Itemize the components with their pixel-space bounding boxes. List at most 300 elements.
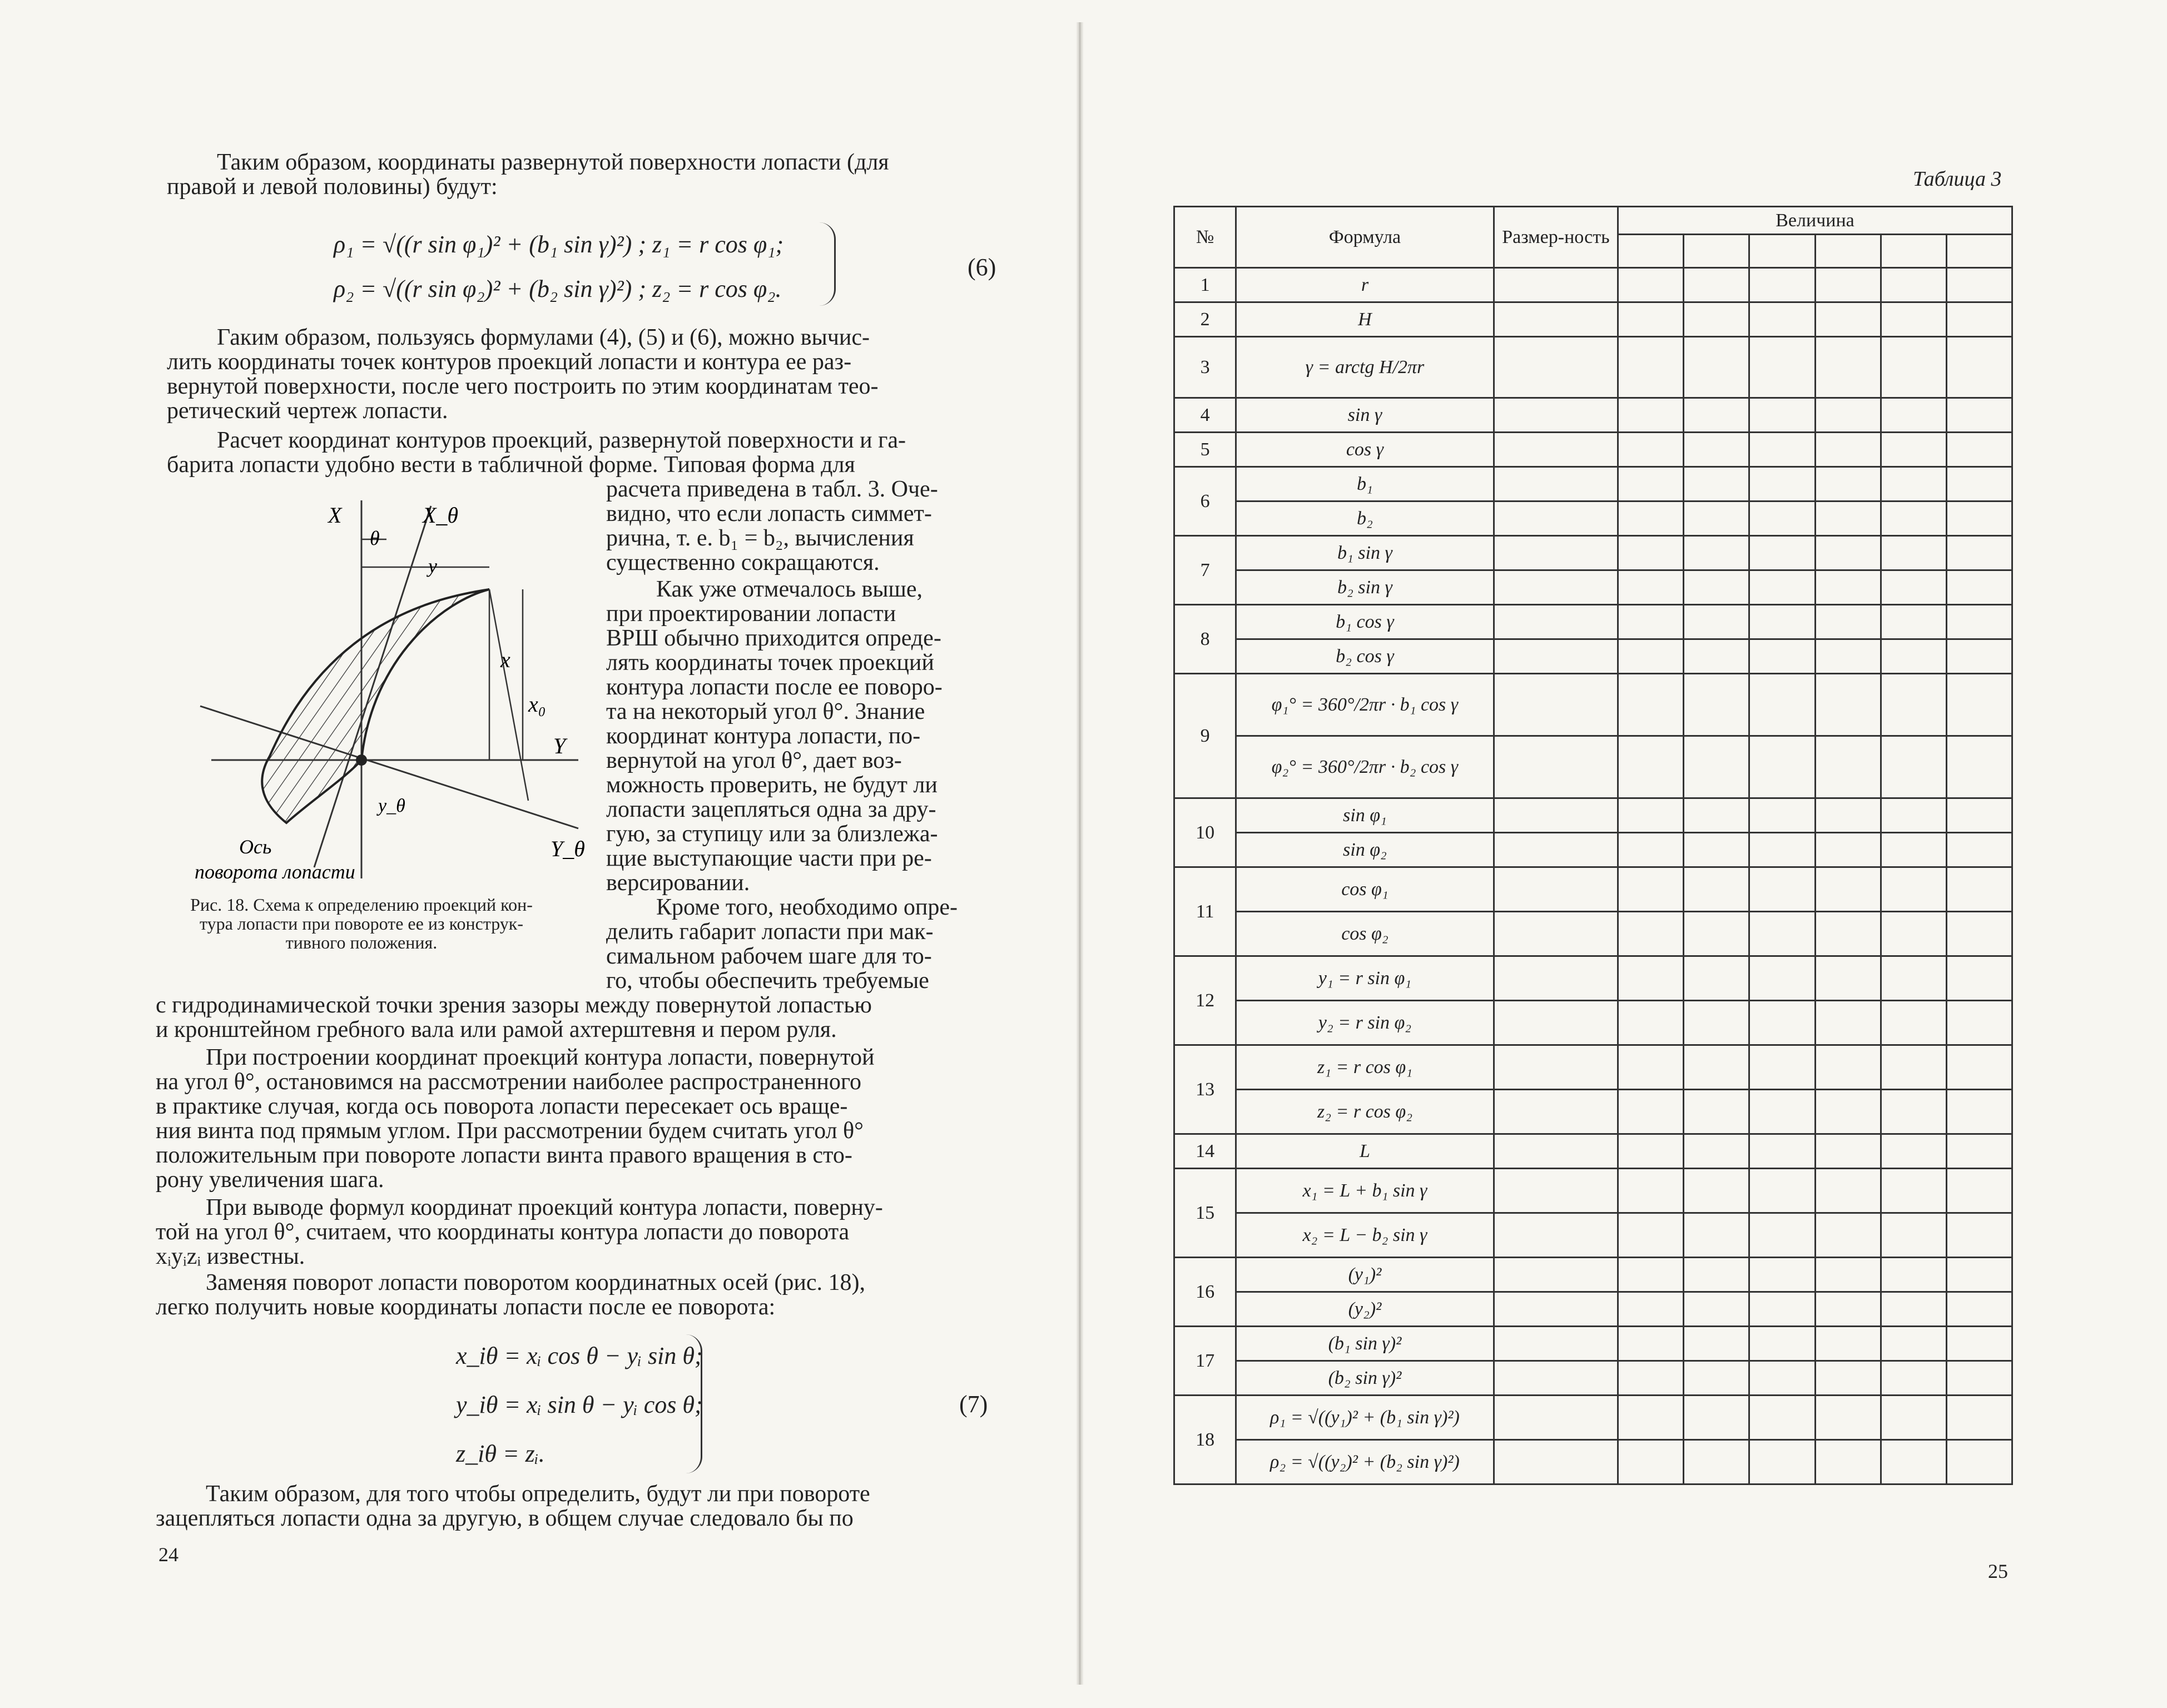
table-row bbox=[1174, 1258, 2012, 1292]
page-number-right: 25 bbox=[1988, 1560, 2008, 1582]
row-formula: cos φ₁ bbox=[1236, 867, 1494, 912]
row-value-cell[interactable] bbox=[1618, 674, 1684, 736]
row-value-cell[interactable] bbox=[1684, 605, 1749, 639]
row-value-cell[interactable] bbox=[1618, 798, 1684, 833]
row-value-cell[interactable] bbox=[1946, 798, 2012, 833]
row-formula: γ = arctg H/2πr bbox=[1236, 337, 1494, 398]
header-dimension: Размер-ность bbox=[1494, 207, 1618, 268]
row-value-cell[interactable] bbox=[1881, 1090, 1946, 1134]
row-value-cell[interactable] bbox=[1618, 1213, 1684, 1258]
row-value-cell[interactable] bbox=[1618, 605, 1684, 639]
row-value-cell[interactable] bbox=[1815, 1169, 1881, 1213]
row-value-cell[interactable] bbox=[1881, 1292, 1946, 1327]
header-num: № bbox=[1174, 207, 1236, 268]
row-value-cell[interactable] bbox=[1815, 1292, 1881, 1327]
label-x: X bbox=[328, 503, 342, 528]
row-value-cell[interactable] bbox=[1684, 398, 1749, 433]
row-value-cell[interactable] bbox=[1749, 1258, 1815, 1292]
equation-7 bbox=[456, 1332, 703, 1478]
row-value-cell[interactable] bbox=[1684, 798, 1749, 833]
row-value-cell[interactable] bbox=[1815, 1090, 1881, 1134]
value-col-5 bbox=[1881, 235, 1946, 268]
row-value-cell[interactable] bbox=[1881, 1169, 1946, 1213]
table-row bbox=[1174, 867, 2012, 912]
row-value-cell[interactable] bbox=[1815, 1258, 1881, 1292]
row-value-cell[interactable] bbox=[1815, 302, 1881, 337]
row-number: 3 bbox=[1174, 337, 1236, 398]
row-value-cell[interactable] bbox=[1946, 502, 2012, 536]
row-dimension[interactable] bbox=[1494, 1292, 1618, 1327]
row-value-cell[interactable] bbox=[1618, 1361, 1684, 1396]
row-formula: b₁ sin γ bbox=[1236, 536, 1494, 570]
row-value-cell[interactable] bbox=[1946, 912, 2012, 956]
row-value-cell[interactable] bbox=[1684, 956, 1749, 1001]
row-value-cell[interactable] bbox=[1684, 867, 1749, 912]
row-value-cell[interactable] bbox=[1618, 337, 1684, 398]
row-formula: (y₂)² bbox=[1236, 1292, 1494, 1327]
row-value-cell[interactable] bbox=[1815, 605, 1881, 639]
row-value-cell[interactable] bbox=[1618, 302, 1684, 337]
row-formula: z₁ = r cos φ₁ bbox=[1236, 1045, 1494, 1090]
row-value-cell[interactable] bbox=[1684, 1327, 1749, 1361]
row-value-cell[interactable] bbox=[1815, 867, 1881, 912]
row-value-cell[interactable] bbox=[1815, 674, 1881, 736]
row-value-cell[interactable] bbox=[1749, 337, 1815, 398]
row-value-cell[interactable] bbox=[1946, 605, 2012, 639]
row-dimension[interactable] bbox=[1494, 536, 1618, 570]
row-value-cell[interactable] bbox=[1684, 1090, 1749, 1134]
row-number: 1 bbox=[1174, 268, 1236, 302]
eq7-line3: z_iθ = zᵢ. bbox=[456, 1440, 545, 1467]
row-value-cell[interactable] bbox=[1749, 639, 1815, 674]
row-value-cell[interactable] bbox=[1946, 956, 2012, 1001]
table-row bbox=[1174, 605, 2012, 639]
paragraph-1: Таким образом, координаты развернутой поверхности лопасти (для правой и левой половины) будут: bbox=[167, 150, 889, 200]
row-value-cell[interactable] bbox=[1881, 1045, 1946, 1090]
row-value-cell[interactable] bbox=[1881, 536, 1946, 570]
row-value-cell[interactable] bbox=[1815, 1213, 1881, 1258]
row-value-cell[interactable] bbox=[1684, 268, 1749, 302]
row-value-cell[interactable] bbox=[1881, 1327, 1946, 1361]
row-value-cell[interactable] bbox=[1684, 1045, 1749, 1090]
row-value-cell[interactable] bbox=[1946, 1361, 2012, 1396]
table-row bbox=[1174, 912, 2012, 956]
row-value-cell[interactable] bbox=[1749, 268, 1815, 302]
row-dimension[interactable] bbox=[1494, 833, 1618, 867]
row-value-cell[interactable] bbox=[1684, 302, 1749, 337]
row-value-cell[interactable] bbox=[1881, 956, 1946, 1001]
row-dimension[interactable] bbox=[1494, 639, 1618, 674]
row-value-cell[interactable] bbox=[1946, 1134, 2012, 1169]
row-number: 16 bbox=[1174, 1258, 1236, 1327]
table-body bbox=[1174, 268, 2012, 1484]
row-dimension[interactable] bbox=[1494, 674, 1618, 736]
label-y: Y bbox=[553, 733, 566, 758]
row-value-cell[interactable] bbox=[1815, 736, 1881, 798]
row-value-cell[interactable] bbox=[1881, 502, 1946, 536]
row-value-cell[interactable] bbox=[1684, 639, 1749, 674]
row-value-cell[interactable] bbox=[1815, 912, 1881, 956]
row-dimension[interactable] bbox=[1494, 1213, 1618, 1258]
row-formula: y₁ = r sin φ₁ bbox=[1236, 956, 1494, 1001]
row-value-cell[interactable] bbox=[1684, 674, 1749, 736]
row-value-cell[interactable] bbox=[1749, 1327, 1815, 1361]
row-value-cell[interactable] bbox=[1815, 433, 1881, 467]
table-row bbox=[1174, 1292, 2012, 1327]
row-formula: φ₁° = 360°/2πr · b₁ cos γ bbox=[1236, 674, 1494, 736]
row-value-cell[interactable] bbox=[1749, 1001, 1815, 1045]
table-row bbox=[1174, 502, 2012, 536]
row-formula: x₁ = L + b₁ sin γ bbox=[1236, 1169, 1494, 1213]
row-value-cell[interactable] bbox=[1684, 1361, 1749, 1396]
table-row bbox=[1174, 1090, 2012, 1134]
row-dimension[interactable] bbox=[1494, 798, 1618, 833]
row-value-cell[interactable] bbox=[1684, 1001, 1749, 1045]
row-value-cell[interactable] bbox=[1618, 268, 1684, 302]
row-value-cell[interactable] bbox=[1684, 433, 1749, 467]
row-number: 17 bbox=[1174, 1327, 1236, 1396]
row-formula: cos γ bbox=[1236, 433, 1494, 467]
row-value-cell[interactable] bbox=[1815, 1361, 1881, 1396]
row-value-cell[interactable] bbox=[1749, 674, 1815, 736]
table-3 bbox=[1173, 206, 2013, 1485]
label-x-mid: x bbox=[500, 647, 510, 672]
row-formula: sin φ₁ bbox=[1236, 798, 1494, 833]
row-value-cell[interactable] bbox=[1618, 467, 1684, 502]
paragraph-3-cont: расчета приведена в табл. 3. Оче- видно, что если лопасть симмет- рична, т. е. b₁ = b₂, вычисления существенно сокращаются. bbox=[606, 476, 938, 575]
table-row bbox=[1174, 536, 2012, 570]
row-value-cell[interactable] bbox=[1618, 956, 1684, 1001]
value-col-1 bbox=[1618, 235, 1684, 268]
row-value-cell[interactable] bbox=[1749, 398, 1815, 433]
row-value-cell[interactable] bbox=[1881, 1396, 1946, 1440]
axis-label-line2: поворота лопасти bbox=[195, 861, 355, 883]
table-row bbox=[1174, 1134, 2012, 1169]
row-value-cell[interactable] bbox=[1946, 467, 2012, 502]
row-value-cell[interactable] bbox=[1618, 570, 1684, 605]
value-col-6 bbox=[1946, 235, 2012, 268]
row-dimension[interactable] bbox=[1494, 1169, 1618, 1213]
row-value-cell[interactable] bbox=[1618, 1134, 1684, 1169]
row-value-cell[interactable] bbox=[1749, 1440, 1815, 1484]
row-value-cell[interactable] bbox=[1684, 1292, 1749, 1327]
row-value-cell[interactable] bbox=[1749, 867, 1815, 912]
row-formula: ρ₁ = √((y₁)² + (b₁ sin γ)²) bbox=[1236, 1396, 1494, 1440]
row-value-cell[interactable] bbox=[1815, 798, 1881, 833]
row-formula: sin γ bbox=[1236, 398, 1494, 433]
row-value-cell[interactable] bbox=[1946, 639, 2012, 674]
row-value-cell[interactable] bbox=[1946, 268, 2012, 302]
row-value-cell[interactable] bbox=[1749, 912, 1815, 956]
row-value-cell[interactable] bbox=[1815, 1001, 1881, 1045]
row-value-cell[interactable] bbox=[1815, 1327, 1881, 1361]
row-dimension[interactable] bbox=[1494, 912, 1618, 956]
row-value-cell[interactable] bbox=[1618, 1169, 1684, 1213]
row-dimension[interactable] bbox=[1494, 867, 1618, 912]
row-value-cell[interactable] bbox=[1946, 1396, 2012, 1440]
paragraph-9: Заменяя поворот лопасти поворотом координатных осей (рис. 18), легко получить новые координаты лопасти после ее поворота: bbox=[156, 1270, 865, 1320]
table-row bbox=[1174, 1361, 2012, 1396]
row-value-cell[interactable] bbox=[1684, 1213, 1749, 1258]
row-value-cell[interactable] bbox=[1684, 337, 1749, 398]
row-number: 12 bbox=[1174, 956, 1236, 1045]
row-dimension[interactable] bbox=[1494, 502, 1618, 536]
row-value-cell[interactable] bbox=[1684, 1169, 1749, 1213]
row-formula: L bbox=[1236, 1134, 1494, 1169]
row-dimension[interactable] bbox=[1494, 302, 1618, 337]
row-value-cell[interactable] bbox=[1618, 736, 1684, 798]
row-dimension[interactable] bbox=[1494, 1090, 1618, 1134]
row-value-cell[interactable] bbox=[1618, 1327, 1684, 1361]
row-value-cell[interactable] bbox=[1946, 674, 2012, 736]
row-value-cell[interactable] bbox=[1946, 1169, 2012, 1213]
row-value-cell[interactable] bbox=[1946, 1440, 2012, 1484]
table-row bbox=[1174, 1396, 2012, 1440]
row-value-cell[interactable] bbox=[1946, 433, 2012, 467]
row-value-cell[interactable] bbox=[1618, 502, 1684, 536]
row-value-cell[interactable] bbox=[1815, 639, 1881, 674]
page-number-left: 24 bbox=[158, 1543, 178, 1566]
left-page bbox=[0, 0, 1079, 1708]
row-value-cell[interactable] bbox=[1946, 1001, 2012, 1045]
label-y-theta: Y_θ bbox=[551, 836, 585, 861]
row-value-cell[interactable] bbox=[1881, 674, 1946, 736]
row-value-cell[interactable] bbox=[1684, 1134, 1749, 1169]
row-dimension[interactable] bbox=[1494, 605, 1618, 639]
table-row bbox=[1174, 1327, 2012, 1361]
label-x0: x₀ bbox=[528, 692, 546, 717]
table-caption: Таблица 3 bbox=[1913, 167, 2002, 191]
row-value-cell[interactable] bbox=[1749, 467, 1815, 502]
paragraph-2: Гаким образом, пользуясь формулами (4), (5) и (6), можно вычис- лить координаты точек контуров проекций лопасти и контура ее раз- вернутой поверхности, после чего построить по этим координатам тео- ретический чертеж лопасти. bbox=[167, 325, 879, 424]
row-value-cell[interactable] bbox=[1946, 1258, 2012, 1292]
label-x-theta: X_θ bbox=[423, 503, 459, 528]
row-value-cell[interactable] bbox=[1881, 1440, 1946, 1484]
row-value-cell[interactable] bbox=[1946, 1327, 2012, 1361]
row-value-cell[interactable] bbox=[1749, 1292, 1815, 1327]
row-value-cell[interactable] bbox=[1815, 1045, 1881, 1090]
row-value-cell[interactable] bbox=[1946, 833, 2012, 867]
row-value-cell[interactable] bbox=[1946, 1045, 2012, 1090]
row-value-cell[interactable] bbox=[1815, 1396, 1881, 1440]
row-dimension[interactable] bbox=[1494, 268, 1618, 302]
row-dimension[interactable] bbox=[1494, 1440, 1618, 1484]
row-value-cell[interactable] bbox=[1815, 467, 1881, 502]
row-value-cell[interactable] bbox=[1618, 639, 1684, 674]
row-value-cell[interactable] bbox=[1684, 536, 1749, 570]
row-value-cell[interactable] bbox=[1946, 867, 2012, 912]
table-row bbox=[1174, 398, 2012, 433]
row-number: 10 bbox=[1174, 798, 1236, 867]
row-value-cell[interactable] bbox=[1946, 736, 2012, 798]
row-value-cell[interactable] bbox=[1881, 337, 1946, 398]
row-value-cell[interactable] bbox=[1749, 605, 1815, 639]
row-value-cell[interactable] bbox=[1749, 570, 1815, 605]
row-value-cell[interactable] bbox=[1881, 302, 1946, 337]
row-dimension[interactable] bbox=[1494, 1258, 1618, 1292]
header-formula: Формула bbox=[1236, 207, 1494, 268]
row-formula: sin φ₂ bbox=[1236, 833, 1494, 867]
row-value-cell[interactable] bbox=[1749, 1090, 1815, 1134]
label-theta: θ bbox=[370, 527, 380, 549]
row-value-cell[interactable] bbox=[1618, 1090, 1684, 1134]
row-value-cell[interactable] bbox=[1749, 302, 1815, 337]
row-number: 4 bbox=[1174, 398, 1236, 433]
row-dimension[interactable] bbox=[1494, 570, 1618, 605]
row-value-cell[interactable] bbox=[1946, 570, 2012, 605]
row-dimension[interactable] bbox=[1494, 1327, 1618, 1361]
row-value-cell[interactable] bbox=[1881, 1213, 1946, 1258]
row-value-cell[interactable] bbox=[1881, 605, 1946, 639]
row-number: 9 bbox=[1174, 674, 1236, 798]
row-dimension[interactable] bbox=[1494, 736, 1618, 798]
row-value-cell[interactable] bbox=[1749, 736, 1815, 798]
row-value-cell[interactable] bbox=[1881, 398, 1946, 433]
row-dimension[interactable] bbox=[1494, 433, 1618, 467]
eq6-line2: ρ₂ = √((r sin φ₂)² + (b₂ sin γ)²) ; z₂ = r cos φ₂. bbox=[334, 275, 782, 302]
row-value-cell[interactable] bbox=[1618, 1001, 1684, 1045]
row-value-cell[interactable] bbox=[1815, 956, 1881, 1001]
label-y-theta-small: y_θ bbox=[378, 796, 405, 816]
row-value-cell[interactable] bbox=[1749, 1169, 1815, 1213]
row-dimension[interactable] bbox=[1494, 1001, 1618, 1045]
row-value-cell[interactable] bbox=[1684, 1440, 1749, 1484]
row-value-cell[interactable] bbox=[1618, 1258, 1684, 1292]
table-row bbox=[1174, 302, 2012, 337]
row-value-cell[interactable] bbox=[1749, 1361, 1815, 1396]
row-dimension[interactable] bbox=[1494, 467, 1618, 502]
row-value-cell[interactable] bbox=[1881, 1001, 1946, 1045]
row-value-cell[interactable] bbox=[1946, 1292, 2012, 1327]
row-value-cell[interactable] bbox=[1881, 912, 1946, 956]
row-value-cell[interactable] bbox=[1815, 398, 1881, 433]
row-dimension[interactable] bbox=[1494, 1134, 1618, 1169]
row-number: 7 bbox=[1174, 536, 1236, 605]
row-value-cell[interactable] bbox=[1881, 639, 1946, 674]
row-value-cell[interactable] bbox=[1749, 1045, 1815, 1090]
table-row bbox=[1174, 956, 2012, 1001]
table-row bbox=[1174, 1213, 2012, 1258]
row-value-cell[interactable] bbox=[1881, 1134, 1946, 1169]
row-value-cell[interactable] bbox=[1946, 398, 2012, 433]
row-value-cell[interactable] bbox=[1749, 1134, 1815, 1169]
equation-6 bbox=[334, 222, 784, 311]
row-value-cell[interactable] bbox=[1946, 536, 2012, 570]
row-dimension[interactable] bbox=[1494, 1361, 1618, 1396]
row-value-cell[interactable] bbox=[1618, 433, 1684, 467]
row-value-cell[interactable] bbox=[1749, 1213, 1815, 1258]
row-dimension[interactable] bbox=[1494, 398, 1618, 433]
row-value-cell[interactable] bbox=[1881, 433, 1946, 467]
row-value-cell[interactable] bbox=[1881, 798, 1946, 833]
row-value-cell[interactable] bbox=[1946, 302, 2012, 337]
label-y-top: y bbox=[428, 555, 437, 577]
row-value-cell[interactable] bbox=[1749, 956, 1815, 1001]
row-value-cell[interactable] bbox=[1815, 536, 1881, 570]
row-value-cell[interactable] bbox=[1684, 1258, 1749, 1292]
row-formula: z₂ = r cos φ₂ bbox=[1236, 1090, 1494, 1134]
row-formula: x₂ = L − b₂ sin γ bbox=[1236, 1213, 1494, 1258]
eq7-number: (7) bbox=[959, 1391, 988, 1418]
row-formula: (b₂ sin γ)² bbox=[1236, 1361, 1494, 1396]
row-value-cell[interactable] bbox=[1946, 337, 2012, 398]
row-value-cell[interactable] bbox=[1618, 1440, 1684, 1484]
row-formula: r bbox=[1236, 268, 1494, 302]
row-value-cell[interactable] bbox=[1815, 1134, 1881, 1169]
row-value-cell[interactable] bbox=[1684, 570, 1749, 605]
row-value-cell[interactable] bbox=[1881, 467, 1946, 502]
row-dimension[interactable] bbox=[1494, 1396, 1618, 1440]
row-value-cell[interactable] bbox=[1881, 570, 1946, 605]
row-value-cell[interactable] bbox=[1946, 1213, 2012, 1258]
row-value-cell[interactable] bbox=[1684, 1396, 1749, 1440]
row-value-cell[interactable] bbox=[1881, 867, 1946, 912]
row-value-cell[interactable] bbox=[1815, 570, 1881, 605]
row-formula: cos φ₂ bbox=[1236, 912, 1494, 956]
row-value-cell[interactable] bbox=[1815, 833, 1881, 867]
row-number: 6 bbox=[1174, 467, 1236, 536]
row-number: 8 bbox=[1174, 605, 1236, 674]
row-value-cell[interactable] bbox=[1749, 536, 1815, 570]
row-value-cell[interactable] bbox=[1749, 798, 1815, 833]
row-value-cell[interactable] bbox=[1618, 1292, 1684, 1327]
row-value-cell[interactable] bbox=[1815, 1440, 1881, 1484]
row-value-cell[interactable] bbox=[1684, 833, 1749, 867]
row-value-cell[interactable] bbox=[1881, 1361, 1946, 1396]
row-value-cell[interactable] bbox=[1815, 268, 1881, 302]
row-value-cell[interactable] bbox=[1749, 833, 1815, 867]
row-dimension[interactable] bbox=[1494, 337, 1618, 398]
row-value-cell[interactable] bbox=[1749, 433, 1815, 467]
row-value-cell[interactable] bbox=[1684, 912, 1749, 956]
row-dimension[interactable] bbox=[1494, 1045, 1618, 1090]
row-number: 11 bbox=[1174, 867, 1236, 956]
row-value-cell[interactable] bbox=[1618, 536, 1684, 570]
row-value-cell[interactable] bbox=[1881, 268, 1946, 302]
axis-label-line1: Ось bbox=[239, 836, 272, 858]
paragraph-6: с гидродинамической точки зрения зазоры между повернутой лопастью и кронштейном гребного вала или рамой ахтерштевня и пером руля. bbox=[156, 992, 872, 1042]
row-number: 18 bbox=[1174, 1396, 1236, 1484]
row-value-cell[interactable] bbox=[1749, 502, 1815, 536]
row-value-cell[interactable] bbox=[1684, 467, 1749, 502]
value-col-4 bbox=[1815, 235, 1881, 268]
eq6-brace bbox=[817, 222, 836, 306]
row-value-cell[interactable] bbox=[1749, 1396, 1815, 1440]
row-value-cell[interactable] bbox=[1815, 502, 1881, 536]
row-value-cell[interactable] bbox=[1881, 1258, 1946, 1292]
row-value-cell[interactable] bbox=[1881, 833, 1946, 867]
paragraph-3: Расчет координат контуров проекций, развернутой поверхности и га- барита лопасти удобно вести в табличной форме. Типовая форма для bbox=[167, 428, 906, 478]
row-value-cell[interactable] bbox=[1881, 736, 1946, 798]
row-formula: b₁ cos γ bbox=[1236, 605, 1494, 639]
row-value-cell[interactable] bbox=[1684, 736, 1749, 798]
row-value-cell[interactable] bbox=[1618, 398, 1684, 433]
row-number: 5 bbox=[1174, 433, 1236, 467]
row-value-cell[interactable] bbox=[1618, 1045, 1684, 1090]
row-value-cell[interactable] bbox=[1618, 1396, 1684, 1440]
row-value-cell[interactable] bbox=[1618, 867, 1684, 912]
row-formula: y₂ = r sin φ₂ bbox=[1236, 1001, 1494, 1045]
table-row bbox=[1174, 1440, 2012, 1484]
table-row bbox=[1174, 736, 2012, 798]
row-value-cell[interactable] bbox=[1618, 912, 1684, 956]
row-value-cell[interactable] bbox=[1946, 1090, 2012, 1134]
row-dimension[interactable] bbox=[1494, 956, 1618, 1001]
row-value-cell[interactable] bbox=[1684, 502, 1749, 536]
row-formula: H bbox=[1236, 302, 1494, 337]
row-value-cell[interactable] bbox=[1815, 337, 1881, 398]
row-value-cell[interactable] bbox=[1618, 833, 1684, 867]
